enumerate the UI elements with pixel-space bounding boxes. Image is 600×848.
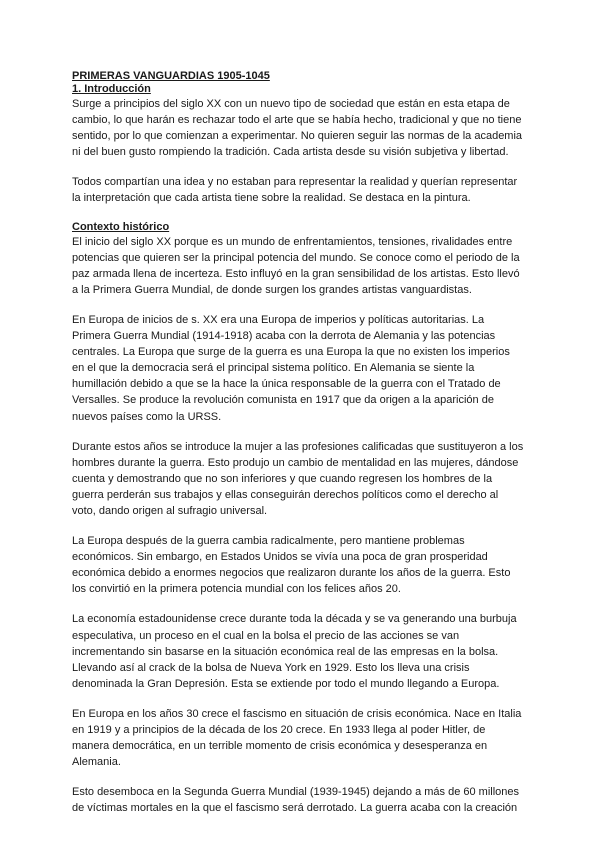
text-line: en el que la democracia será el principal sistema político. En Alemania se siente la: [72, 362, 475, 375]
document-page: [72, 70, 534, 830]
text-line: económica debido a enormes negocios que realizaron durante los años de la guerra. Esto: [72, 567, 511, 580]
text-line: de víctimas mortales en la que el fascismo será derrotado. La guerra acaba con la creación: [72, 802, 518, 815]
text-line: la interpretación que cada artista tiene sobre la realidad. Se destaca en la pintura.: [72, 192, 471, 205]
paragraph: [72, 784, 534, 816]
text-line: humillación debido a que se la hace la única responsable de la guerra con el Tratado de: [72, 378, 501, 391]
text-line: incrementando sin basarse en la situación económica real de las empresas en la bolsa.: [72, 645, 499, 658]
text-line: paz armada llena de incerteza. Esto influyó en la gran sensibilidad de los artistas. Esto llevó: [72, 267, 520, 280]
text-line: Llevando así al crack de la bolsa de Nueva York en 1929. Esto los lleva una crisis: [72, 661, 470, 674]
text-line: Versalles. Se produce la revolución comunista en 1917 que da origen a la aparición de: [72, 394, 494, 407]
section-heading-contexto-historico: Contexto histórico: [72, 220, 170, 233]
text-line: centrales. La Europa que surge de la guerra es una Europa la que no existen los imperios: [72, 346, 510, 359]
text-line: Durante estos años se introduce la mujer a las profesiones calificadas que sustituyeron a los: [72, 440, 524, 453]
text-line: económicos. Sin embargo, en Estados Unidos se vivía una poca de gran prosperidad: [72, 551, 488, 564]
paragraph: [72, 312, 534, 425]
text-line: El inicio del siglo XX porque es un mundo de enfrentamientos, tensiones, rivalidades entre: [72, 235, 513, 248]
text-line: cuenta y demostrando que no son inferiores y que cuando regresen los hombres de la: [72, 472, 493, 485]
text-line: manera democrática, en un terrible momento de crisis económica y desesperanza en: [72, 740, 488, 753]
paragraph: [72, 533, 534, 597]
text-line: nuevos países como la URSS.: [72, 410, 222, 423]
text-line: cambio, lo que harán es rechazar todo el arte que se había hecho, tradicional y que no tiene: [72, 114, 522, 127]
text-line: hombres durante la guerra. Esto produjo un cambio de mentalidad en las mujeres, dándose: [72, 456, 519, 469]
paragraph: [72, 611, 534, 691]
text-line: ni del buen gusto rompiendo la tradición. Cada artista desde su visión subjetiva y libertad.: [72, 146, 509, 159]
paragraph: [72, 234, 534, 298]
text-line: denominada la Gran Depresión. Esta se extiende por todo el mundo llegando a Europa.: [72, 677, 500, 690]
text-line: sentido, por lo que comienzan a experimentar. No quieren seguir las normas de la academia: [72, 130, 523, 143]
section-heading-introduccion: 1. Introducción: [72, 83, 151, 95]
text-line: En Europa en los años 30 crece el fascismo en situación de crisis económica. Nace en Italia: [72, 707, 522, 720]
text-line: Alemania.: [72, 756, 121, 769]
text-line: potencias que quieren ser la principal potencia del mundo. Se conoce como el periodo de la: [72, 251, 520, 264]
paragraph: [72, 706, 534, 770]
document-title: PRIMERAS VANGUARDIAS 1905-1045: [72, 70, 270, 82]
text-line: La Europa después de la guerra cambia radicalmente, pero mantiene problemas: [72, 535, 465, 548]
text-line: Todos compartían una idea y no estaban para representar la realidad y querían representar: [72, 176, 518, 189]
text-line: En Europa de inicios de s. XX era una Europa de imperios y políticas autoritarias. La: [72, 313, 485, 326]
text-line: Primera Guerra Mundial (1914-1918) acaba con la derrota de Alemania y las potencias: [72, 330, 496, 343]
text-line: guerra perderán sus trabajos y ellas conseguirán derechos políticos como el derecho al: [72, 488, 499, 501]
text-line: a la Primera Guerra Mundial, de donde surgen los grandes artistas vanguardistas.: [72, 283, 472, 296]
text-line: voto, dando origen al sufragio universal.: [72, 504, 268, 517]
paragraph: [72, 439, 534, 519]
text-line: en 1919 y a principios de la década de los 20 crece. En 1933 llega al poder Hitler, de: [72, 724, 486, 736]
paragraph: [72, 96, 534, 160]
paragraph: [72, 174, 534, 206]
text-line: Surge a principios del siglo XX con un nuevo tipo de sociedad que están en esta etapa de: [72, 98, 510, 110]
text-line: los convirtió en la primera potencia mundial con los felices años 20.: [72, 583, 401, 596]
text-line: La economía estadounidense crece durante toda la década y se va generando una burbuja: [72, 613, 517, 626]
text-line: Esto desemboca en la Segunda Guerra Mundial (1939-1945) dejando a más de 60 millones: [72, 786, 520, 799]
text-line: especulativa, un proceso en el cual en la bolsa el precio de las acciones se van: [72, 629, 460, 642]
